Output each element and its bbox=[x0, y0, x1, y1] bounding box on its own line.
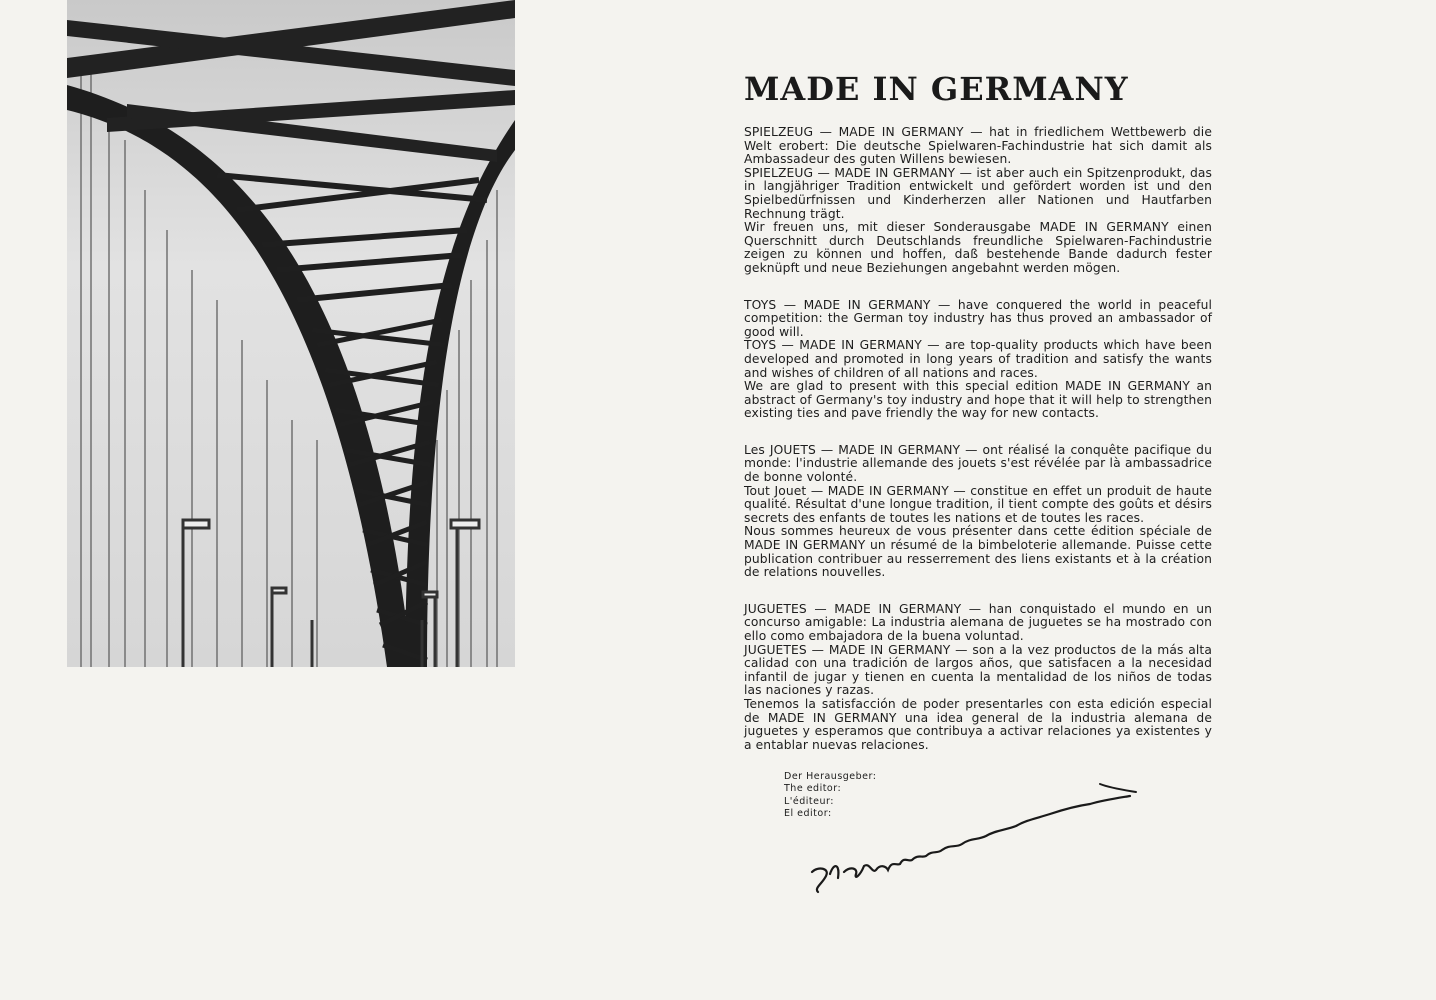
paragraph: Wir freuen uns, mit dieser Sonderausgabe MADE IN GERMANY einen Querschnitt durch Deutschlands freundliche Spielwaren-Fachindustrie zeigen zu können und hoffen, daß bestehende Bande dadurch fester geknüpft und neue Beziehungen angebahnt werden mögen. bbox=[744, 220, 1212, 275]
page-title: MADE IN GERMANY bbox=[744, 70, 1129, 108]
paragraph: SPIELZEUG — MADE IN GERMANY — ist aber auch ein Spitzenprodukt, das in langjähriger Tradition entwickelt und gefördert worden ist und den Spielbedürfnissen und Kinderherzen aller Nationen und Hautfarben Rechnung trägt. bbox=[744, 165, 1212, 221]
paragraph: Nous sommes heureux de vous présenter dans cette édition spéciale de MADE IN GERMANY un résumé de la bimbeloterie allemande. Puisse cette publication contribuer au resserrement des liens existants et à la création de relations nouvelles. bbox=[744, 524, 1212, 580]
paragraph: Les JOUETS — MADE IN GERMANY — ont réalisé la conquête pacifique du monde: l'industrie allemande des jouets s'est révélée par là ambassadrice de bonne volonté. bbox=[744, 442, 1212, 485]
spanish-section bbox=[744, 603, 1212, 753]
german-section bbox=[744, 126, 1212, 276]
editor-label-fr: L'éditeur: bbox=[784, 795, 834, 807]
paragraph: We are glad to present with this special edition MADE IN GERMANY an abstract of Germany's toy industry and hope that it will help to strengthen existing ties and pave friendly the way for new contacts. bbox=[744, 379, 1212, 421]
bridge-arch-photo bbox=[67, 0, 515, 667]
editor-label-en: The editor: bbox=[784, 783, 842, 795]
editor-label-es: El editor: bbox=[784, 807, 832, 819]
paragraph: JUGUETES — MADE IN GERMANY — son a la vez productos de la más alta calidad con una tradición de largos años, que satisfacen a la necesidad infantil de jugar y tienen en cuenta la mentalidad de los niños de todas las naciones y razas. bbox=[744, 642, 1212, 698]
paragraph: TOYS — MADE IN GERMANY — are top-quality products which have been developed and promoted in long years of tradition and satisfy the wants and wishes of children of all nations and races. bbox=[744, 338, 1212, 380]
multilingual-text-column bbox=[744, 126, 1212, 775]
paragraph: TOYS — MADE IN GERMANY — have conquered the world in peaceful competition: the German toy industry has thus proved an ambassador of good will. bbox=[744, 297, 1212, 339]
paragraph: Tout Jouet — MADE IN GERMANY — constitue en effet un produit de haute qualité. Résultat d'une longue tradition, il tient compte des goûts et désirs secrets des enfants de toutes les nations et de toutes les races. bbox=[744, 483, 1212, 525]
paragraph: SPIELZEUG — MADE IN GERMANY — hat in friedlichem Wettbewerb die Welt erobert: Die deutsche Spielwaren-Fachindustrie hat sich damit als Ambassadeur des guten Willens bewiesen. bbox=[744, 125, 1212, 167]
french-section bbox=[744, 444, 1212, 580]
editor-label-de: Der Herausgeber: bbox=[784, 771, 877, 782]
paragraph: Tenemos la satisfacción de poder presentarles con esta edición especial de MADE IN GERMANY una idea general de la industria alemana de juguetes y esperamos que contribuya a activar relaciones ya existentes y a entablar nuevas relaciones. bbox=[744, 696, 1212, 752]
handwritten-signature bbox=[800, 770, 1160, 914]
english-section bbox=[744, 299, 1212, 421]
paragraph: JUGUETES — MADE IN GERMANY — han conquistado el mundo en un concurso amigable: La industria alemana de juguetes se ha mostrado con ello como embajadora de la buena voluntad. bbox=[744, 601, 1212, 643]
